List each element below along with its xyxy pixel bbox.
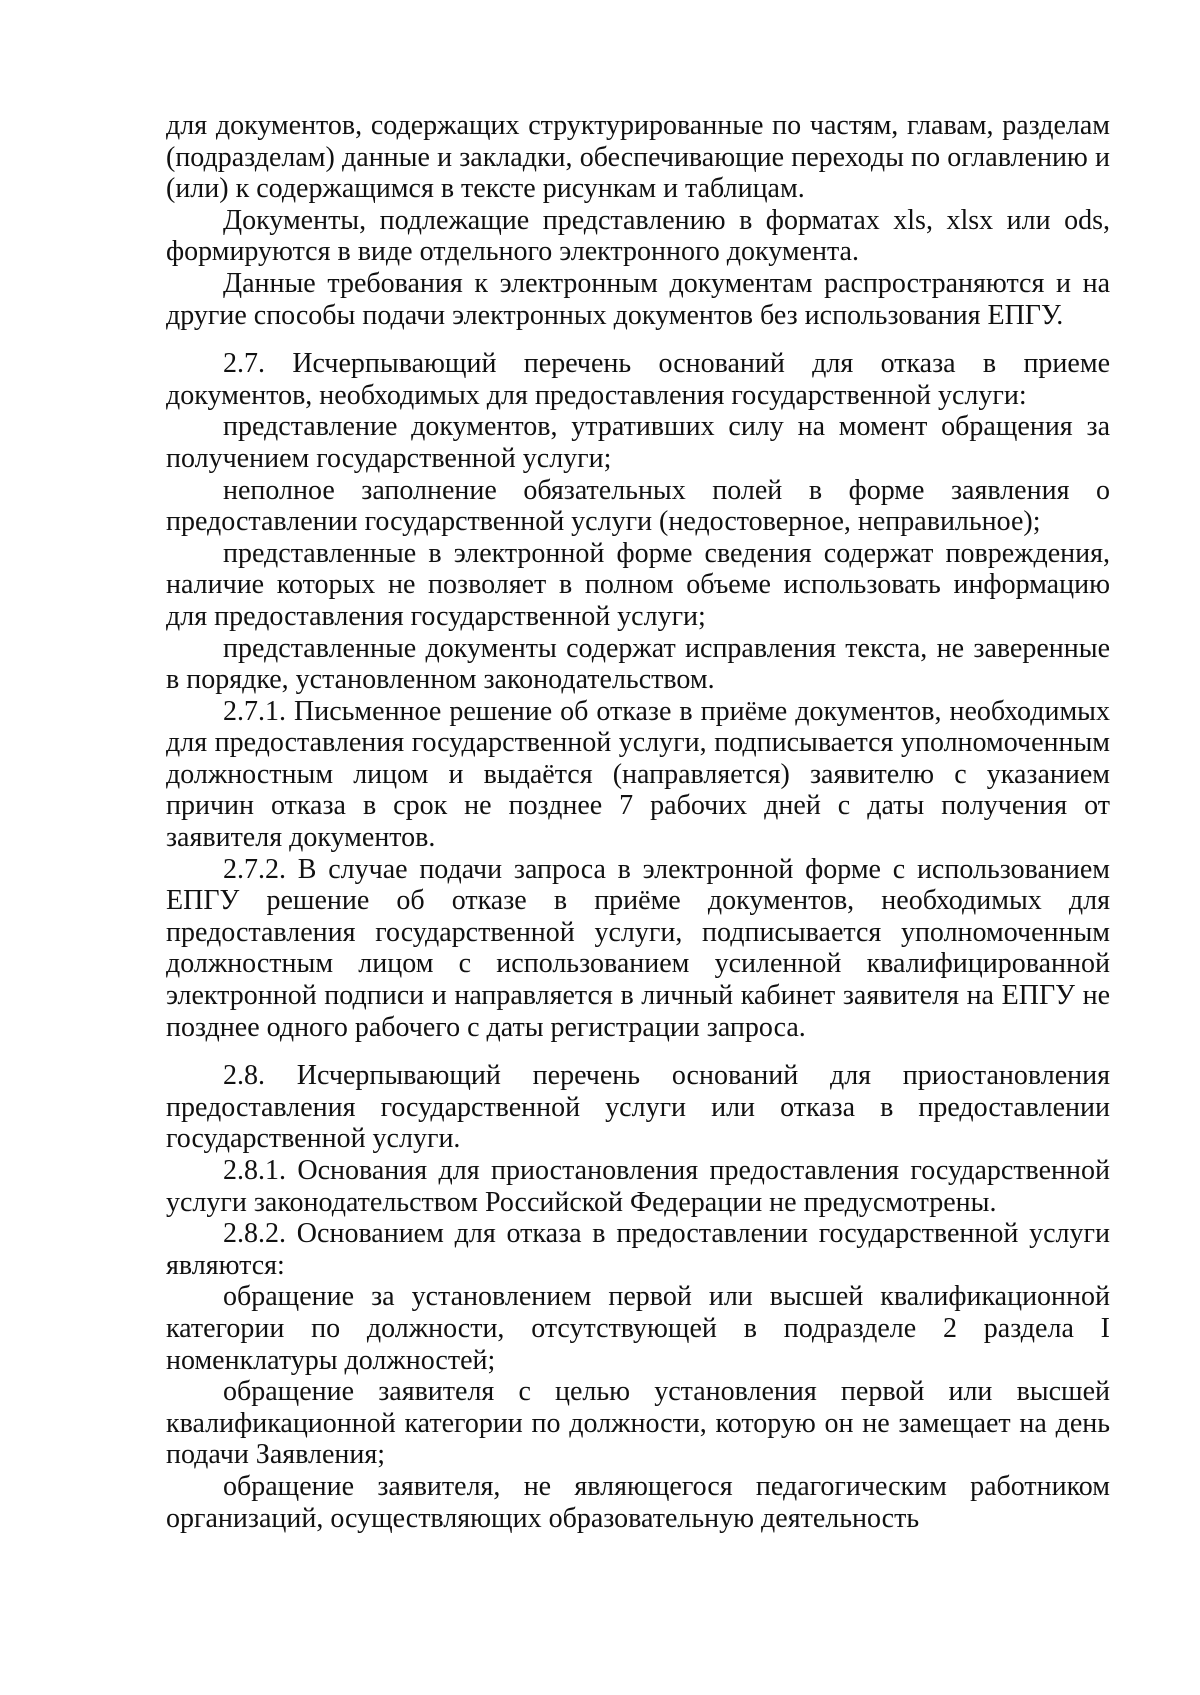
list-item: неполное заполнение обязательных полей в форме заявления о предоставлении государственной услуги (недостоверное, неправильное); [166, 474, 1110, 538]
paragraph-spreadsheet-formats: Документы, подлежащие представлению в форматах xls, xlsx или ods, формируются в виде отдельного электронного документа. [166, 204, 1110, 268]
section-2-7-1: 2.7.1. Письменное решение об отказе в приёме документов, необходимых для предоставления государственной услуги, подписывается уполномоченным должностным лицом и выдаётся (направляется) заявителю с указанием причин отказа в срок не позднее 7 рабочих дней с даты получения от заявителя документов. [166, 695, 1110, 854]
section-2-8-1: 2.8.1. Основания для приостановления предоставления государственной услуги законодательством Российской Федерации не предусмотрены. [166, 1155, 1110, 1218]
section-2-8-2: 2.8.2. Основанием для отказа в предоставлении государственной услуги являются: [166, 1218, 1110, 1281]
paragraph-other-submission-methods: Данные требования к электронным документам распространяются и на другие способы подачи электронных документов без использования ЕПГУ. [166, 267, 1110, 331]
list-item: представление документов, утративших силу на момент обращения за получением государственной услуги; [166, 411, 1110, 474]
paragraph-pdf-requirements: для документов, содержащих структурированные по частям, главам, разделам (подразделам) данные и закладки, обеспечивающие переходы по оглавлению и (или) к содержащимся в тексте рисункам и таблицам. [166, 110, 1110, 205]
list-item: обращение заявителя, не являющегося педагогическим работником организаций, осуществляющих образовательную деятельность [166, 1470, 1110, 1534]
list-item: представленные документы содержат исправления текста, не заверенные в порядке, установленном законодательством. [166, 632, 1110, 696]
list-item: обращение за установлением первой или высшей квалификационной категории по должности, отсутствующей в подразделе 2 раздела I номенклатуры должностей; [166, 1281, 1110, 1376]
section-2-8-heading: 2.8. Исчерпывающий перечень оснований для приостановления предоставления государственной услуги или отказа в предоставлении государственной услуги. [166, 1060, 1110, 1155]
document-page [166, 110, 1110, 1534]
list-item: представленные в электронной форме сведения содержат повреждения, наличие которых не позволяет в полном объеме использовать информацию для предоставления государственной услуги; [166, 537, 1110, 632]
list-item: обращение заявителя с целью установления первой или высшей квалификационной категории по должности, которую он не замещает на день подачи Заявления; [166, 1376, 1110, 1471]
section-2-7-heading: 2.7. Исчерпывающий перечень оснований для отказа в приеме документов, необходимых для предоставления государственной услуги: [166, 348, 1110, 411]
section-2-7-2: 2.7.2. В случае подачи запроса в электронной форме с использованием ЕПГУ решение об отказе в приёме документов, необходимых для предоставления государственной услуги, подписывается уполномоченным должностным лицом с использованием усиленной квалифицированной электронной подписи и направляется в личный кабинет заявителя на ЕПГУ не позднее одного рабочего с даты регистрации запроса. [166, 853, 1110, 1043]
